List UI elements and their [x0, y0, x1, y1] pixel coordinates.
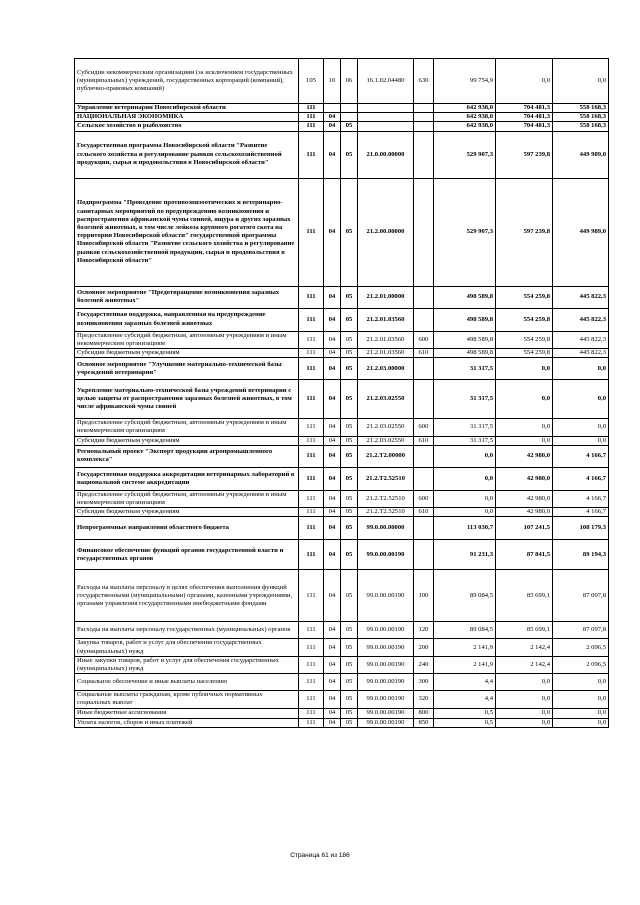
row-subsection-code: 05: [341, 467, 358, 490]
row-expense-type: [414, 540, 434, 570]
row-ved-code: 111: [299, 490, 324, 507]
row-section-code: 04: [324, 622, 341, 639]
row-subsection-code: 06: [341, 59, 358, 104]
row-section-code: 04: [324, 570, 341, 622]
table-row: [75, 122, 609, 131]
row-expense-type: 610: [414, 349, 434, 358]
row-target-article: 16.1.02.04480: [358, 59, 414, 104]
row-amount-2: 704 481,3: [496, 104, 553, 113]
row-subsection-code: [341, 104, 358, 113]
row-subsection-code: 05: [341, 708, 358, 718]
row-amount-2: 0,0: [496, 674, 553, 691]
row-amount-2: 554 259,8: [496, 331, 553, 348]
row-ved-code: 111: [299, 508, 324, 517]
row-amount-3: 445 822,3: [553, 308, 609, 331]
row-expense-type: 300: [414, 674, 434, 691]
row-amount-3: 89 194,3: [553, 540, 609, 570]
row-amount-1: 4,4: [434, 691, 496, 708]
row-amount-2: 597 239,8: [496, 178, 553, 286]
row-amount-2: 554 259,8: [496, 308, 553, 331]
row-amount-3: 0,0: [553, 718, 609, 727]
row-expense-type: 600: [414, 419, 434, 436]
row-name: Предоставление субсидий бюджетным, автономным учреждениям и иным некоммерческим организациям: [75, 419, 299, 436]
row-subsection-code: 05: [341, 122, 358, 131]
row-amount-2: 2 142,4: [496, 656, 553, 673]
row-amount-1: 642 938,0: [434, 122, 496, 131]
row-amount-1: 529 907,3: [434, 178, 496, 286]
row-target-article: 21.2.T2.52510: [358, 467, 414, 490]
row-amount-1: 498 589,8: [434, 286, 496, 308]
row-amount-1: 89 084,5: [434, 570, 496, 622]
row-subsection-code: [341, 113, 358, 122]
table-row: [75, 131, 609, 178]
table-row: [75, 349, 609, 358]
row-section-code: 04: [324, 419, 341, 436]
row-subsection-code: 05: [341, 445, 358, 467]
row-ved-code: 111: [299, 622, 324, 639]
table-row: [75, 718, 609, 727]
row-subsection-code: 05: [341, 331, 358, 348]
row-name: Социальное обеспечение и иные выплаты населению: [75, 674, 299, 691]
row-target-article: 99.0.00.00190: [358, 570, 414, 622]
row-name: Расходы на выплаты персоналу в целях обеспечения выполнения функций государственными (муниципальными) органами, казенными учреждениями, органами управления государственными внебюджетными фондами: [75, 570, 299, 622]
row-amount-1: 0,5: [434, 708, 496, 718]
table-row: [75, 639, 609, 656]
row-amount-1: 642 938,0: [434, 113, 496, 122]
table-row: [75, 656, 609, 673]
row-name: Субсидии бюджетным учреждениям: [75, 349, 299, 358]
row-subsection-code: 05: [341, 691, 358, 708]
row-ved-code: 111: [299, 358, 324, 380]
row-ved-code: 111: [299, 540, 324, 570]
row-amount-3: 2 096,5: [553, 639, 609, 656]
table-row: [75, 508, 609, 517]
row-name: Иные закупки товаров, работ и услуг для обеспечения государственных (муниципальных) нужд: [75, 656, 299, 673]
row-section-code: 04: [324, 718, 341, 727]
row-section-code: 04: [324, 358, 341, 380]
row-subsection-code: 05: [341, 419, 358, 436]
row-subsection-code: 05: [341, 131, 358, 178]
row-name: Уплата налогов, сборов и иных платежей: [75, 718, 299, 727]
row-amount-3: 0,0: [553, 708, 609, 718]
table-row: [75, 308, 609, 331]
row-expense-type: [414, 380, 434, 419]
row-name: Непрограммные направления областного бюджета: [75, 517, 299, 540]
table-row: [75, 622, 609, 639]
row-amount-3: 0,0: [553, 691, 609, 708]
row-subsection-code: 05: [341, 380, 358, 419]
row-amount-1: 498 589,8: [434, 349, 496, 358]
row-subsection-code: 05: [341, 656, 358, 673]
row-amount-1: 2 141,9: [434, 639, 496, 656]
row-section-code: 04: [324, 436, 341, 445]
table-row: [75, 540, 609, 570]
row-amount-3: 0,0: [553, 436, 609, 445]
row-ved-code: 111: [299, 517, 324, 540]
row-amount-3: 445 822,3: [553, 286, 609, 308]
row-amount-3: 4 166,7: [553, 490, 609, 507]
row-amount-2: 0,0: [496, 358, 553, 380]
row-subsection-code: 05: [341, 349, 358, 358]
row-target-article: 99.0.00.00190: [358, 691, 414, 708]
row-name: Сельское хозяйство и рыболовство: [75, 122, 299, 131]
row-name: Укрепление материально-технической базы учреждений ветеринарии с целью защиты от распространения заразных болезней животных, в том числе африканской чумы свиней: [75, 380, 299, 419]
row-section-code: 04: [324, 517, 341, 540]
row-ved-code: 111: [299, 419, 324, 436]
table-row: [75, 467, 609, 490]
row-section-code: 04: [324, 508, 341, 517]
row-section-code: 04: [324, 178, 341, 286]
row-amount-3: 0,0: [553, 419, 609, 436]
row-amount-1: 0,0: [434, 490, 496, 507]
row-ved-code: 111: [299, 656, 324, 673]
row-section-code: 04: [324, 286, 341, 308]
row-ved-code: 111: [299, 674, 324, 691]
table-row: [75, 570, 609, 622]
row-amount-2: 0,0: [496, 718, 553, 727]
row-section-code: 04: [324, 691, 341, 708]
row-ved-code: 111: [299, 131, 324, 178]
row-expense-type: [414, 286, 434, 308]
row-expense-type: 100: [414, 570, 434, 622]
row-amount-3: 0,0: [553, 380, 609, 419]
row-amount-2: 107 241,5: [496, 517, 553, 540]
row-target-article: [358, 104, 414, 113]
row-amount-1: 4,4: [434, 674, 496, 691]
row-amount-2: 704 481,3: [496, 122, 553, 131]
row-subsection-code: 05: [341, 570, 358, 622]
row-amount-1: 31 317,5: [434, 358, 496, 380]
row-expense-type: [414, 467, 434, 490]
row-amount-1: 91 231,3: [434, 540, 496, 570]
row-ved-code: 111: [299, 445, 324, 467]
row-ved-code: 111: [299, 178, 324, 286]
row-amount-2: 42 980,0: [496, 490, 553, 507]
row-section-code: 04: [324, 113, 341, 122]
row-expense-type: 610: [414, 508, 434, 517]
row-amount-3: 87 097,8: [553, 622, 609, 639]
row-ved-code: 111: [299, 467, 324, 490]
row-target-article: 99.0.00.00190: [358, 708, 414, 718]
row-name: Субсидии бюджетным учреждениям: [75, 508, 299, 517]
table-row: [75, 286, 609, 308]
row-target-article: 21.0.00.00000: [358, 131, 414, 178]
row-name: НАЦИОНАЛЬНАЯ ЭКОНОМИКА: [75, 113, 299, 122]
row-name: Подпрограмма "Проведение противоэпизоотических и ветеринарно-санитарных мероприятий по предупреждению возникновения и распространения африканской чумы свиней, ящура и других заразных болезней животных, в том числе лейкоза крупного рогатого скота на территории Новосибирской области" государственной программы Новосибирской области "Развитие сельского хозяйства и регулирование рынков сельскохозяйственной продукции, сырья и продовольствия в Новосибирской области": [75, 178, 299, 286]
row-name: Иные бюджетные ассигнования: [75, 708, 299, 718]
row-amount-1: 99 754,9: [434, 59, 496, 104]
row-expense-type: 240: [414, 656, 434, 673]
row-expense-type: 600: [414, 490, 434, 507]
row-amount-3: 4 166,7: [553, 508, 609, 517]
row-amount-3: 0,0: [553, 358, 609, 380]
row-target-article: 99.0.00.00190: [358, 718, 414, 727]
row-name: Основное мероприятие "Улучшение материально-технической базы учреждений ветеринарии": [75, 358, 299, 380]
row-section-code: 04: [324, 308, 341, 331]
row-expense-type: [414, 178, 434, 286]
row-amount-1: 0,5: [434, 718, 496, 727]
row-expense-type: [414, 131, 434, 178]
row-ved-code: 111: [299, 639, 324, 656]
table-body: [75, 59, 609, 728]
row-name: Финансовое обеспечение функций органов государственной власти и государственных органов: [75, 540, 299, 570]
row-amount-3: 2 096,5: [553, 656, 609, 673]
row-section-code: 04: [324, 674, 341, 691]
table-row: [75, 113, 609, 122]
table-row: [75, 674, 609, 691]
row-subsection-code: 05: [341, 308, 358, 331]
table-row: [75, 436, 609, 445]
row-target-article: 99.0.00.00000: [358, 517, 414, 540]
row-section-code: 04: [324, 380, 341, 419]
row-section-code: 04: [324, 349, 341, 358]
row-expense-type: [414, 113, 434, 122]
row-amount-3: 558 168,3: [553, 104, 609, 113]
row-target-article: 99.0.00.00190: [358, 674, 414, 691]
row-expense-type: [414, 104, 434, 113]
row-name: Закупка товаров, работ и услуг для обеспечения государственных (муниципальных) нужд: [75, 639, 299, 656]
row-target-article: 21.2.01.03560: [358, 349, 414, 358]
row-subsection-code: 05: [341, 508, 358, 517]
row-ved-code: 111: [299, 380, 324, 419]
row-section-code: 04: [324, 708, 341, 718]
row-expense-type: [414, 517, 434, 540]
row-name: Предоставление субсидий бюджетным, автономным учреждениям и иным некоммерческим организациям: [75, 490, 299, 507]
row-subsection-code: 05: [341, 490, 358, 507]
row-amount-1: 31 317,5: [434, 436, 496, 445]
row-amount-1: 529 907,3: [434, 131, 496, 178]
row-target-article: 99.0.00.00190: [358, 540, 414, 570]
row-target-article: 21.2.01.00000: [358, 286, 414, 308]
row-ved-code: 111: [299, 708, 324, 718]
row-ved-code: 111: [299, 113, 324, 122]
row-expense-type: 610: [414, 436, 434, 445]
row-amount-2: 597 239,8: [496, 131, 553, 178]
row-subsection-code: 05: [341, 622, 358, 639]
row-amount-2: 0,0: [496, 59, 553, 104]
row-amount-3: 0,0: [553, 59, 609, 104]
row-name: Расходы на выплаты персоналу государственных (муниципальных) органов: [75, 622, 299, 639]
table-row: [75, 178, 609, 286]
row-amount-1: 0,0: [434, 445, 496, 467]
row-subsection-code: 05: [341, 358, 358, 380]
row-amount-3: 449 989,0: [553, 131, 609, 178]
row-amount-3: 445 822,3: [553, 331, 609, 348]
row-amount-2: 42 980,0: [496, 508, 553, 517]
budget-table: [74, 58, 609, 728]
row-name: Управление ветеринарии Новосибирской области: [75, 104, 299, 113]
row-target-article: 21.2.03.00000: [358, 358, 414, 380]
row-amount-3: 0,0: [553, 674, 609, 691]
row-amount-3: 108 179,3: [553, 517, 609, 540]
table-row: [75, 419, 609, 436]
row-subsection-code: 05: [341, 178, 358, 286]
row-amount-2: 0,0: [496, 380, 553, 419]
page-footer: Страница 61 из 186: [290, 852, 350, 859]
row-amount-2: 42 980,0: [496, 467, 553, 490]
row-name: Государственная поддержка, направленная на предупреждение возникновения заразных болезней животных: [75, 308, 299, 331]
row-expense-type: 200: [414, 639, 434, 656]
row-amount-1: 2 141,9: [434, 656, 496, 673]
row-amount-2: 87 841,5: [496, 540, 553, 570]
row-target-article: 21.2.03.02550: [358, 380, 414, 419]
row-amount-1: 498 589,8: [434, 308, 496, 331]
row-subsection-code: 05: [341, 639, 358, 656]
row-target-article: 21.2.T2.52510: [358, 508, 414, 517]
row-name: Государственная поддержка аккредитации ветеринарных лабораторий в национальной системе аккредитации: [75, 467, 299, 490]
row-target-article: 21.2.T2.52510: [358, 490, 414, 507]
table-row: [75, 691, 609, 708]
row-ved-code: 111: [299, 331, 324, 348]
row-amount-1: 642 938,0: [434, 104, 496, 113]
row-ved-code: 111: [299, 122, 324, 131]
row-target-article: 21.2.03.02550: [358, 419, 414, 436]
row-amount-2: 85 699,1: [496, 570, 553, 622]
row-target-article: 99.0.00.00190: [358, 639, 414, 656]
row-section-code: 04: [324, 656, 341, 673]
row-target-article: 21.2.03.02550: [358, 436, 414, 445]
table-row: [75, 59, 609, 104]
row-amount-3: 4 166,7: [553, 467, 609, 490]
row-amount-2: 42 980,0: [496, 445, 553, 467]
row-section-code: 10: [324, 59, 341, 104]
row-amount-3: 558 168,3: [553, 113, 609, 122]
row-ved-code: 111: [299, 718, 324, 727]
row-expense-type: 630: [414, 59, 434, 104]
row-name: Субсидии некоммерческим организациям (за исключением государственных (муниципальных) учреждений, государственных корпораций (компаний), публично-правовых компаний): [75, 59, 299, 104]
row-section-code: 04: [324, 490, 341, 507]
row-section-code: 04: [324, 331, 341, 348]
row-ved-code: 111: [299, 308, 324, 331]
row-expense-type: [414, 445, 434, 467]
row-section-code: 04: [324, 639, 341, 656]
row-amount-1: 0,0: [434, 467, 496, 490]
row-amount-2: 0,0: [496, 708, 553, 718]
row-subsection-code: 05: [341, 540, 358, 570]
row-amount-2: 0,0: [496, 436, 553, 445]
row-expense-type: [414, 122, 434, 131]
row-expense-type: 850: [414, 718, 434, 727]
row-name: Государственная программа Новосибирской области "Развитие сельского хозяйства и регулирование рынков сельскохозяйственной продукции, сырья и продовольствия в Новосибирской области": [75, 131, 299, 178]
row-amount-2: 2 142,4: [496, 639, 553, 656]
row-subsection-code: 05: [341, 674, 358, 691]
table-row: [75, 517, 609, 540]
row-section-code: 04: [324, 122, 341, 131]
row-expense-type: [414, 358, 434, 380]
row-amount-3: 558 168,3: [553, 122, 609, 131]
row-ved-code: 111: [299, 691, 324, 708]
row-name: Региональный проект "Экспорт продукции агропромышленного комплекса": [75, 445, 299, 467]
row-subsection-code: 05: [341, 718, 358, 727]
row-ved-code: 111: [299, 349, 324, 358]
row-amount-3: 449 989,0: [553, 178, 609, 286]
table-row: [75, 331, 609, 348]
row-section-code: [324, 104, 341, 113]
row-expense-type: 320: [414, 691, 434, 708]
row-ved-code: 111: [299, 104, 324, 113]
table-row: [75, 104, 609, 113]
row-ved-code: 111: [299, 436, 324, 445]
table-row: [75, 358, 609, 380]
row-target-article: 21.2.T2.00000: [358, 445, 414, 467]
row-target-article: 99.0.00.00190: [358, 656, 414, 673]
row-name: Социальные выплаты гражданам, кроме публичных нормативных социальных выплат: [75, 691, 299, 708]
row-name: Субсидии бюджетным учреждениям: [75, 436, 299, 445]
row-target-article: [358, 113, 414, 122]
table-row: [75, 490, 609, 507]
row-section-code: 04: [324, 467, 341, 490]
row-ved-code: 111: [299, 570, 324, 622]
row-ved-code: 111: [299, 286, 324, 308]
row-subsection-code: 05: [341, 436, 358, 445]
row-amount-3: 4 166,7: [553, 445, 609, 467]
row-target-article: 21.2.01.03560: [358, 308, 414, 331]
row-subsection-code: 05: [341, 517, 358, 540]
row-amount-1: 31 317,5: [434, 380, 496, 419]
row-amount-1: 113 030,7: [434, 517, 496, 540]
row-amount-2: 554 259,8: [496, 286, 553, 308]
row-expense-type: 120: [414, 622, 434, 639]
row-amount-1: 31 317,5: [434, 419, 496, 436]
row-amount-1: 498 589,8: [434, 331, 496, 348]
row-amount-2: 554 259,8: [496, 349, 553, 358]
row-amount-2: 704 481,3: [496, 113, 553, 122]
row-name: Основное мероприятие "Предотвращение возникновения заразных болезней животных": [75, 286, 299, 308]
row-section-code: 04: [324, 131, 341, 178]
row-target-article: 99.0.00.00190: [358, 622, 414, 639]
row-amount-2: 85 699,1: [496, 622, 553, 639]
row-section-code: 04: [324, 445, 341, 467]
table-row: [75, 380, 609, 419]
row-amount-3: 445 822,3: [553, 349, 609, 358]
row-amount-2: 0,0: [496, 691, 553, 708]
row-expense-type: 600: [414, 331, 434, 348]
row-ved-code: 105: [299, 59, 324, 104]
row-expense-type: 800: [414, 708, 434, 718]
row-section-code: 04: [324, 540, 341, 570]
row-target-article: 21.2.01.03560: [358, 331, 414, 348]
row-expense-type: [414, 308, 434, 331]
table-row: [75, 708, 609, 718]
row-subsection-code: 05: [341, 286, 358, 308]
row-amount-1: 89 084,5: [434, 622, 496, 639]
row-amount-2: 0,0: [496, 419, 553, 436]
row-amount-1: 0,0: [434, 508, 496, 517]
row-target-article: 21.2.00.00000: [358, 178, 414, 286]
table-row: [75, 445, 609, 467]
row-name: Предоставление субсидий бюджетным, автономным учреждениям и иным некоммерческим организациям: [75, 331, 299, 348]
row-amount-3: 87 097,8: [553, 570, 609, 622]
row-target-article: [358, 122, 414, 131]
